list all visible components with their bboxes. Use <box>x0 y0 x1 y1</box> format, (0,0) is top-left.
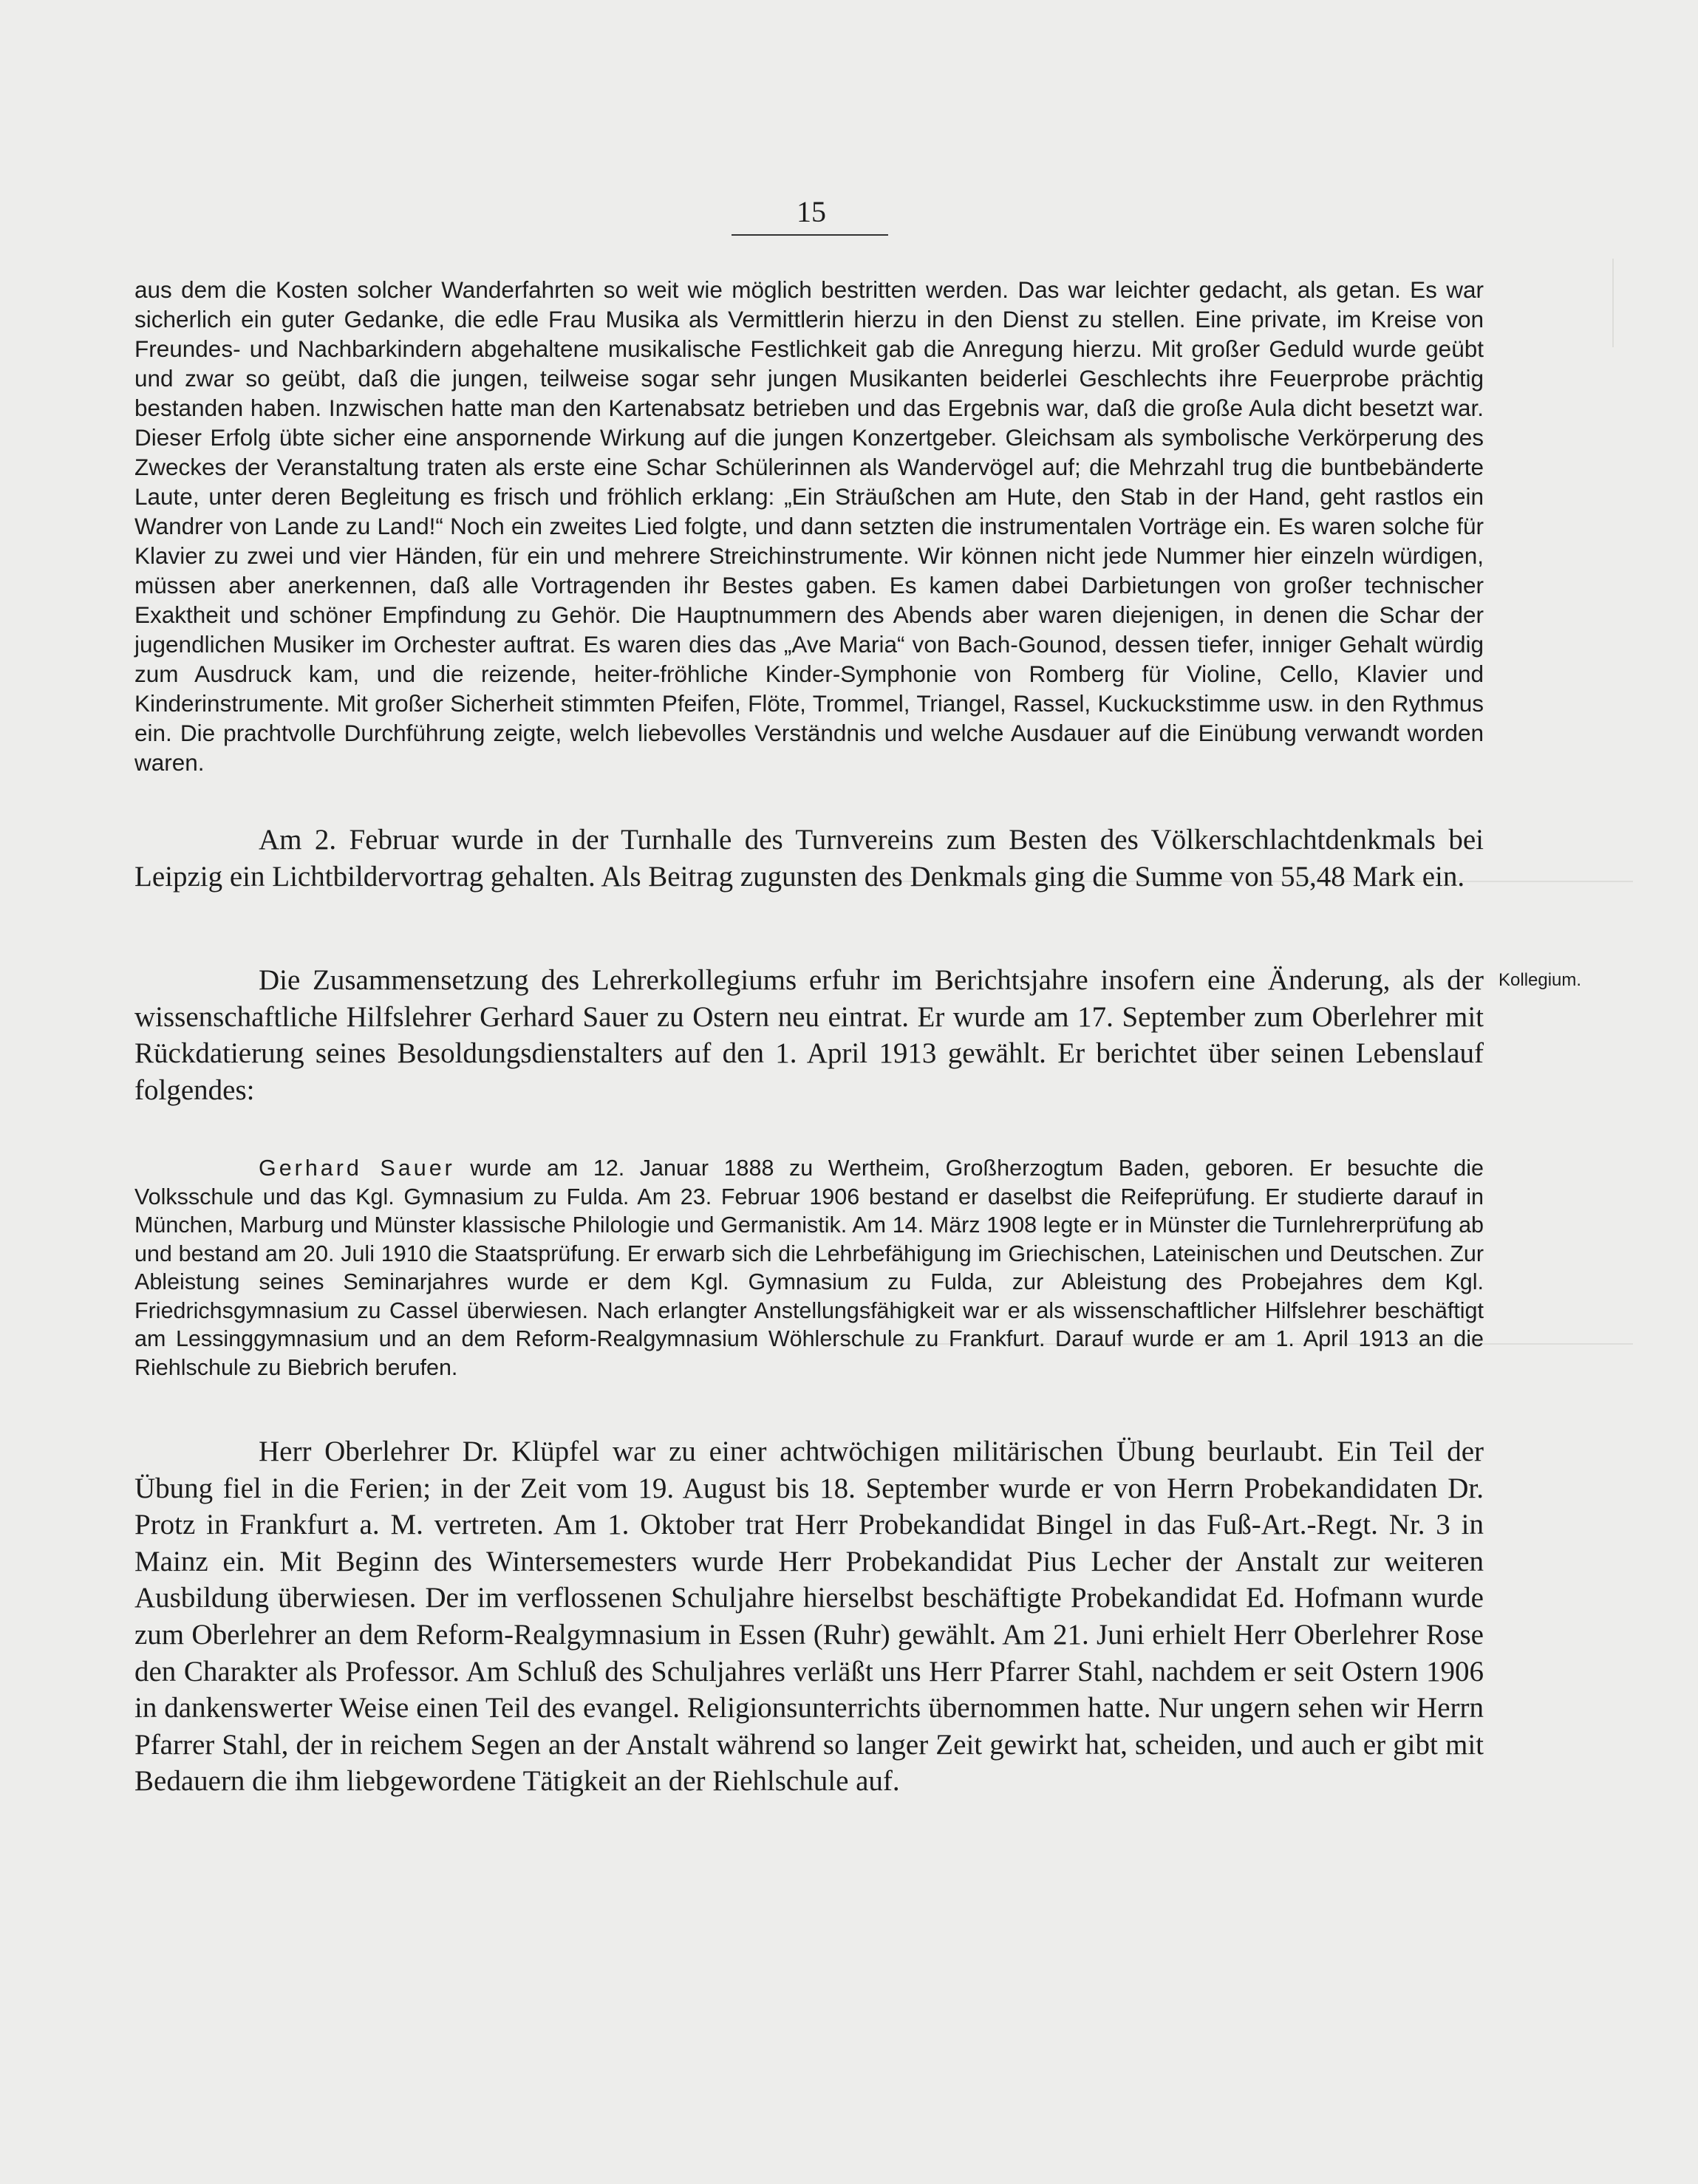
page-number: 15 <box>797 195 826 228</box>
biography-text: wurde am 12. Januar 1888 zu Wertheim, Großherzogtum Baden, geboren. Er besuchte die Volksschule und das Kgl. Gymnasium zu Fulda. Am 23. Februar 1906 bestand er daselbst die Reifeprüfung. Er studierte darauf in München, Marburg und Münster klassische Philologie und Germanistik. Am 14. März 1908 legte er in Münster die Turnlehrerprüfung ab und bestand am 20. Juli 1910 die Staatsprüfung. Er erwarb sich die Lehrbefähigung im Griechischen, Lateinischen und Deutschen. Zur Ableistung seines Seminarjahres wurde er dem Kgl. Gymnasium zu Fulda, zur Ableistung des Probejahres dem Kgl. Friedrichsgymnasium zu Cassel überwiesen. Nach erlangter Anstellungsfähigkeit war er als wissenschaftlicher Hilfslehrer beschäftigt am Lessinggymnasium und an dem Reform-Realgymnasium Wöhlerschule zu Frankfurt. Darauf wurde er am 1. April 1913 an die Riehlschule zu Biebrich berufen. <box>134 1156 1484 1380</box>
biography-name: Gerhard Sauer <box>259 1156 455 1181</box>
margin-note-kollegium: Kollegium. <box>1498 970 1582 990</box>
paragraph-faculty: Die Zusammensetzung des Lehrerkollegiums erfuhr im Berichtsjahre insofern eine Änderung, als der wissenschaftliche Hilfslehrer Gerhard Sauer zu Ostern neu eintrat. Er wurde am 17. September zum Oberlehrer mit Rückdatierung seines Besoldungsdienstalters auf den 1. April 1913 gewählt. Er berichtet über seinen Lebenslauf folgendes: <box>134 964 1484 1106</box>
paragraph-lecture: Am 2. Februar wurde in der Turnhalle des Turnvereins zum Besten des Völkerschlachtdenkmals bei Leipzig ein Lichtbildervortrag gehalten. Als Beitrag zugunsten des Denkmals ging die Summe von 55,48 Mark ein. <box>134 824 1484 893</box>
show-through-line <box>1612 259 1614 347</box>
page-number-rule <box>732 234 888 236</box>
biography-paragraph <box>134 1154 1484 1382</box>
paragraph-staff-changes: Herr Oberlehrer Dr. Klüpfel war zu einer achtwöchigen militärischen Übung beurlaubt. Ein Teil der Übung fiel in die Ferien; in der Zeit vom 19. August bis 18. September wurde er von Herrn Probekandidaten Dr. Protz in Frankfurt a. M. vertreten. Am 1. Oktober trat Herr Probekandidat Bingel in das Fuß-Art.-Regt. Nr. 3 in Mainz ein. Mit Beginn des Wintersemesters wurde Herr Probekandidat Pius Lecher der Anstalt zur weiteren Ausbildung überwiesen. Der im verflossenen Schuljahre hierselbst beschäftigte Probekandidat Ed. Hofmann wurde zum Oberlehrer an dem Reform-Realgymnasium in Essen (Ruhr) gewählt. Am 21. Juni erhielt Herr Oberlehrer Rose den Charakter als Professor. Am Schluß des Schuljahres verläßt uns Herr Pfarrer Stahl, nachdem er seit Ostern 1906 in dankenswerter Weise einen Teil des evangel. Religionsunterrichts übernommen hatte. Nur ungern sehen wir Herrn Pfarrer Stahl, der in reichem Segen an der Anstalt während so langer Zeit gewirkt hat, scheiden, und auch er gibt mit Bedauern die ihm liebgewordene Tätigkeit an der Riehlschule auf. <box>134 1436 1484 1798</box>
paragraph-concert: aus dem die Kosten solcher Wanderfahrten so weit wie möglich bestritten werden. Das war leichter gedacht, als getan. Es war sicherlich ein guter Gedanke, die edle Frau Musika als Vermittlerin hierzu in den Dienst zu stellen. Eine private, im Kreise von Freundes- und Nachbarkindern abgehaltene musikalische Festlichkeit gab die Anregung hierzu. Mit großer Geduld wurde geübt und zwar so geübt, daß die jungen, teilweise sogar sehr jungen Musikanten beiderlei Geschlechts ihre Feuerprobe prächtig bestanden haben. Inzwischen hatte man den Kartenabsatz betrieben und das Ergebnis war, daß die große Aula dicht besetzt war. Dieser Erfolg übte sicher eine anspornende Wirkung auf die jungen Konzertgeber. Gleichsam als symbolische Verkörperung des Zweckes der Veranstaltung traten als erste eine Schar Schülerinnen als Wandervögel auf; die Mehrzahl trug die buntbebänderte Laute, unter deren Begleitung es frisch und fröhlich erklang: „Ein Sträußchen am Hute, den Stab in der Hand, geht rastlos ein Wandrer von Lande zu Land!“ Noch ein zweites Lied folgte, und dann setzten die instrumentalen Vorträge ein. Es waren solche für Klavier zu zwei und vier Händen, für ein und mehrere Streichinstrumente. Wir können nicht jede Nummer hier einzeln würdigen, müssen aber anerkennen, daß alle Vortragenden ihr Bestes gaben. Es kamen dabei Darbietungen von großer technischer Exaktheit und schöner Empfindung zu Gehör. Die Hauptnummern des Abends aber waren diejenigen, in denen die Schar der jugendlichen Musiker im Orchester auftrat. Es waren dies das „Ave Maria“ von Bach-Gounod, dessen tiefer, inniger Gehalt würdig zum Ausdruck kam, und die reizende, heiter-fröhliche Kinder-Symphonie von Romberg für Violine, Cello, Klavier und Kinderinstrumente. Mit großer Sicherheit stimmten Pfeifen, Flöte, Trommel, Triangel, Rassel, Kuckuckstimme usw. in den Rythmus ein. Die prachtvolle Durchführung zeigte, welch liebevolles Verständnis und welche Ausdauer auf die Einübung verwandt worden waren. <box>134 276 1484 776</box>
